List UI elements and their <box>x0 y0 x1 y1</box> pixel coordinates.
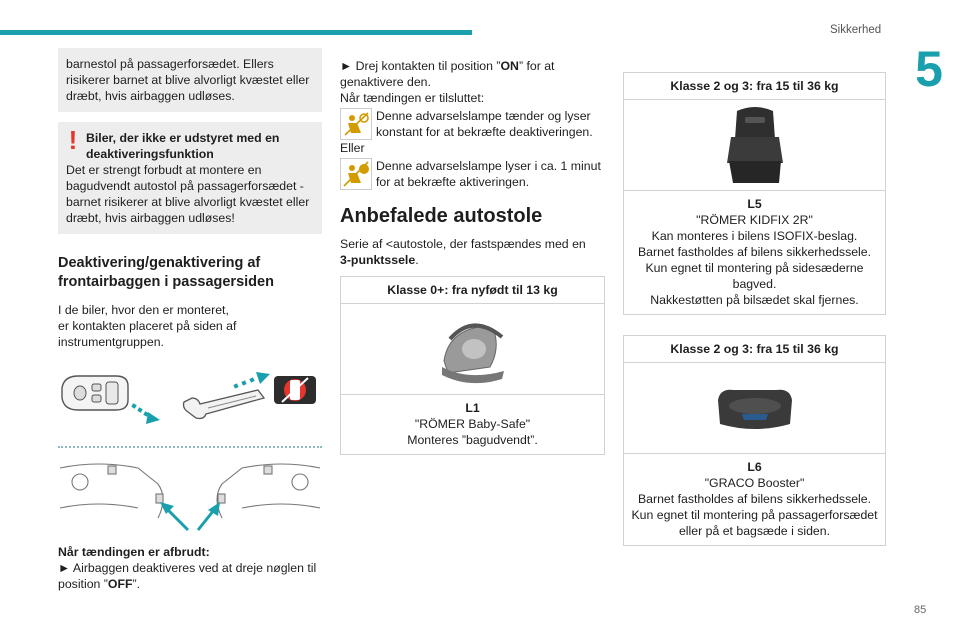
or-label: Eller <box>340 141 365 155</box>
seat-line: Barnet fastholdes af bilens sikkerhedssele. <box>637 245 872 259</box>
booster-seat-image <box>624 100 885 191</box>
deactivate-step: ► Airbaggen deaktiveres ved at dreje nøglen til position ”OFF”. <box>58 561 317 591</box>
airbag-on-warning-lamp-icon <box>340 158 372 190</box>
warning-line: barnet risikerer at blive alvorligt kvæstet eller <box>66 195 310 209</box>
header-accent-bar <box>0 30 472 35</box>
series-text: Serie af <autostole, der fastspændes med en 3-punktssele. <box>340 237 586 267</box>
seat-line: Nakkestøtten på bilsædet skal fjernes. <box>650 293 859 307</box>
column-middle <box>340 58 605 455</box>
warning-icon: ! <box>68 125 78 155</box>
arrow-icon <box>233 372 270 389</box>
body-line: instrumentgruppen. <box>58 335 164 349</box>
section-title: Sikkerhed <box>830 24 882 36</box>
key-fob-icon <box>62 376 128 410</box>
booster-cushion-image <box>624 363 885 454</box>
seat-line: Kan monteres i bilens ISOFIX-beslag. <box>651 229 858 243</box>
seat-code: L6 <box>747 460 762 474</box>
reactivate-step: ► Drej kontakten til position ”ON” for at genaktivere den. <box>340 59 555 89</box>
airbag-switch-illustration <box>58 368 322 538</box>
column-right <box>623 66 886 546</box>
arrow-icon <box>131 403 160 424</box>
lamp-on-text: Denne advarselslampe tænder og lyser konstant for at bekræfte deaktiveringen. <box>376 109 593 139</box>
intro-line: risikerer barnet at blive alvorligt kvæstet eller <box>66 73 310 87</box>
seat-name: "RÖMER Baby-Safe" <box>414 417 531 431</box>
ignition-on-title: Når tændingen er tilsluttet: <box>340 91 485 105</box>
body-line: er kontakten placeret på siden af <box>58 319 237 333</box>
warning-line: Det er strengt forbudt at montere en <box>66 163 262 177</box>
booster-seat-icon <box>715 103 795 187</box>
airbag-off-warning-lamp-icon <box>340 108 372 140</box>
intro-box <box>58 48 322 112</box>
warning-title: Biler, der ikke er udstyret med en deaktiveringsfunktion <box>86 131 280 161</box>
seat-line: Barnet fastholdes af bilens sikkerhedssele. <box>637 492 872 506</box>
intro-line: barnestol på passagerforsædet. Ellers <box>66 57 274 71</box>
booster-cushion-icon <box>710 378 800 438</box>
chapter-number: 5 <box>915 41 943 97</box>
seat-group: Klasse 2 og 3: fra 15 til 36 kg <box>624 336 885 363</box>
illustration-svg <box>58 368 322 538</box>
dashboard-icon <box>60 464 320 518</box>
seat-name: "GRACO Booster" <box>704 476 805 490</box>
arrow-icon <box>160 502 220 530</box>
seat-card-l5 <box>623 72 886 315</box>
ignition-off-title: Når tændingen er afbrudt: <box>58 545 210 559</box>
baby-seat-icon <box>428 309 518 389</box>
column-left <box>58 48 322 592</box>
seat-card-l6 <box>623 335 886 546</box>
airbag-switch-icon <box>274 376 316 404</box>
seat-group: Klasse 0+: fra nyfødt til 13 kg <box>341 277 604 304</box>
seat-name: "RÖMER KIDFIX 2R" <box>696 213 813 227</box>
seat-line: Kun egnet til montering på sidesæderne bagved. <box>645 261 864 291</box>
seat-code: L5 <box>747 197 762 211</box>
seat-group: Klasse 2 og 3: fra 15 til 36 kg <box>624 73 885 100</box>
section-heading: Deaktivering/genaktivering af frontairbaggen i passagersiden <box>58 255 274 290</box>
lamp-blink-text: Denne advarselslampe lyser i ca. 1 minut for at bekræfte aktiveringen. <box>376 159 601 189</box>
seat-line: Kun egnet til montering på passagerforsædet eller på et bagsæde i siden. <box>631 508 878 538</box>
recommended-seats-heading: Anbefalede autostole <box>340 205 543 227</box>
seat-line: Monteres ”bagudvendt”. <box>407 433 538 447</box>
illustration-divider <box>58 446 322 448</box>
key-icon <box>184 390 265 419</box>
page-number: 85 <box>914 604 927 616</box>
warning-line: bagudvendt autostol på passagerforsædet - <box>66 179 304 193</box>
baby-seat-image <box>341 304 604 395</box>
warning-box <box>58 122 322 234</box>
intro-line: dræbt, hvis airbaggen udløses. <box>66 89 235 103</box>
seat-code: L1 <box>465 401 480 415</box>
warning-line: dræbt, hvis airbaggen udløses! <box>66 211 235 225</box>
seat-card-l1 <box>340 276 605 455</box>
body-line: I de biler, hvor den er monteret, <box>58 303 229 317</box>
